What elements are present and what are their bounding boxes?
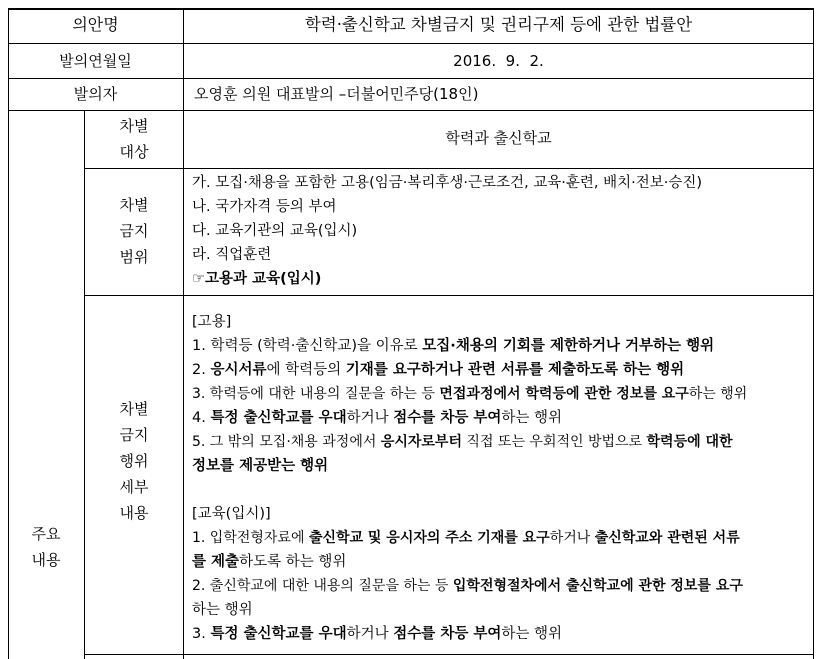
education-item — [192, 574, 743, 598]
item-emphasis: 면접과정에서 학력등에 관한 정보를 요구 — [439, 386, 689, 402]
details-label-line: 차별 — [119, 400, 149, 418]
bill-name-label: 의안명 — [72, 15, 119, 34]
item-text: 1. 학력등 (학력·출신학교)을 이유로 — [192, 338, 423, 354]
row-divider — [8, 78, 814, 79]
proposal-date-label: 발의연월일 — [59, 52, 132, 70]
item-emphasis: 점수를 차등 부여 — [393, 626, 502, 642]
table-right-border — [813, 8, 814, 659]
scope-item: 다. 교육기관의 교육(입시) — [192, 223, 358, 239]
scope-item: 나. 국가자격 등의 부여 — [192, 199, 337, 215]
row-divider — [84, 654, 814, 655]
scope-summary: ☞고용과 교육(입시) — [192, 271, 322, 287]
proposer-value: 오영훈 의원 대표발의 –더불어민주당(18인) — [194, 85, 479, 103]
details-label-line: 금지 — [119, 426, 149, 444]
item-emphasis: 응시서류 — [210, 362, 267, 378]
row-divider — [84, 295, 814, 296]
item-text: 하도록 하는 행위 — [239, 554, 347, 570]
scope-label-line: 금지 — [119, 222, 149, 240]
item-text: 2. 출신학교에 대한 내용의 질문을 하는 등 — [192, 578, 453, 594]
target-value: 학력과 출신학교 — [445, 129, 552, 147]
target-label-line: 차별 — [119, 117, 149, 135]
employment-item-continued — [192, 454, 328, 478]
scope-label-line: 차별 — [119, 196, 149, 214]
item-emphasis: 기재를 요구하거나 관련 서류를 제출하도록 하는 행위 — [345, 362, 685, 378]
scope-label-line: 범위 — [119, 248, 149, 266]
row-divider — [84, 168, 814, 169]
employment-item — [192, 430, 733, 454]
item-text: 하는 행위 — [501, 626, 563, 642]
details-label-line: 세부 — [119, 478, 149, 496]
education-item — [192, 526, 740, 550]
main-content-label — [8, 521, 84, 573]
details-label — [84, 396, 184, 526]
item-text: 하거나 — [549, 530, 595, 546]
item-emphasis: 점수를 차등 부여 — [393, 410, 502, 426]
proposal-date-value: 2016. 9. 2. — [453, 52, 544, 70]
item-text: 4. — [192, 410, 211, 426]
item-emphasis: 특정 출신학교를 우대 — [210, 626, 347, 642]
education-item-continued: 하는 행위 — [192, 602, 253, 618]
item-text: 3. 학력등에 대한 내용의 질문을 하는 등 — [192, 386, 440, 402]
item-emphasis: 입학전형절차에서 출신학교에 관한 정보를 요구 — [452, 578, 743, 594]
item-emphasis: 학력등에 대한 — [646, 434, 733, 450]
item-text: 직접 또는 우회적인 방법으로 — [461, 434, 647, 450]
item-text: 3. — [192, 626, 211, 642]
scope-item: 라. 직업훈련 — [192, 247, 272, 263]
item-text: 하거나 — [346, 410, 394, 426]
proposer-label: 발의자 — [73, 85, 118, 103]
item-emphasis: 정보를 제공받는 행위 — [192, 458, 329, 474]
employment-heading: [고용] — [192, 314, 232, 330]
item-emphasis: 특정 출신학교를 우대 — [210, 410, 347, 426]
item-text: 5. 그 밖의 모집·채용 과정에서 — [192, 434, 381, 450]
employment-item — [192, 382, 747, 406]
education-item-continued — [192, 550, 346, 574]
item-emphasis: 를 제출 — [192, 554, 240, 570]
target-label — [84, 113, 184, 165]
bill-title: 학력·출신학교 차별금지 및 권리구제 등에 관한 법률안 — [304, 15, 693, 34]
item-emphasis: 출신학교와 관련된 서류 — [594, 530, 740, 546]
item-emphasis: 응시자로부터 — [380, 434, 462, 450]
education-heading: [교육(입시)] — [192, 506, 271, 522]
education-item — [192, 622, 562, 646]
item-text: 하거나 — [346, 626, 394, 642]
item-text: 하는 행위 — [688, 386, 748, 402]
details-label-line: 행위 — [119, 452, 149, 470]
scope-item: 가. 모집·채용을 포함한 고용(임금·복리후생·근로조건, 교육·훈련, 배치·전보·승진) — [192, 175, 703, 191]
details-label-line: 내용 — [119, 504, 149, 522]
employment-item — [192, 334, 714, 358]
item-text: 2. — [192, 362, 211, 378]
target-label-line: 대상 — [119, 143, 149, 161]
employment-item — [192, 406, 562, 430]
main-content-label-line: 내용 — [31, 551, 61, 569]
item-text: 1. 입학전형자료에 — [192, 530, 309, 546]
row-divider — [8, 43, 814, 44]
table-top-border — [8, 8, 814, 10]
row-divider — [8, 110, 814, 111]
scope-label — [84, 192, 184, 270]
item-emphasis: 출신학교 및 응시자의 주소 기재를 요구 — [308, 530, 550, 546]
item-text: 하는 행위 — [501, 410, 563, 426]
main-content-label-line: 주요 — [31, 525, 61, 543]
item-emphasis: 모집·채용의 기회를 제한하거나 거부하는 행위 — [422, 338, 715, 354]
item-text: 에 학력등의 — [266, 362, 346, 378]
employment-item — [192, 358, 684, 382]
